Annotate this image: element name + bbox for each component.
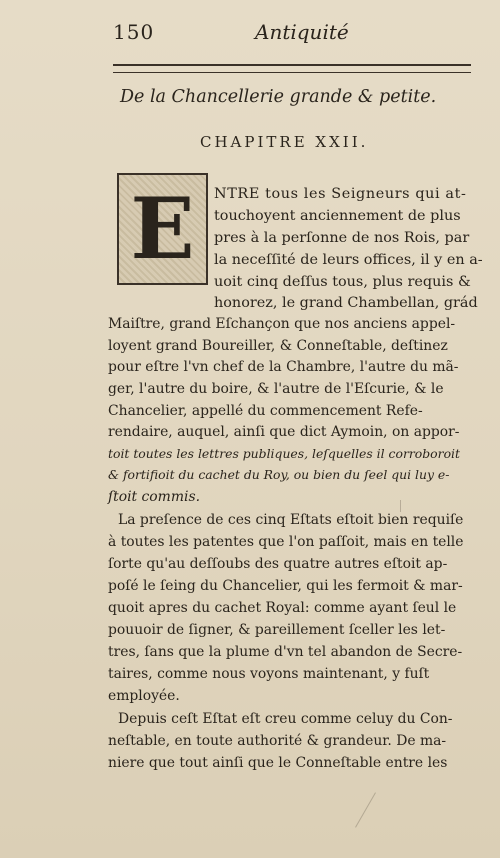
- text-line: pour eſtre l'vn chef de la Chambre, l'autre du mã-: [108, 359, 459, 375]
- text-line: Maiſtre, grand Eſchançon que nos anciens appel-: [108, 316, 456, 332]
- text-line: quoit apres du cachet Royal: comme ayant ſeul le: [108, 600, 457, 616]
- ornamental-initial: [117, 173, 208, 285]
- text-line: La preſence de ces cinq Eſtats eſtoit bien requiſe: [118, 512, 464, 528]
- text-line: tres, ſans que la plume d'vn tel abandon de Secre-: [108, 644, 463, 660]
- running-head: Antiquité: [255, 20, 349, 44]
- chapter-heading: CHAPITRE XXII.: [200, 133, 369, 151]
- header-rule: [113, 64, 471, 73]
- section-title: De la Chancellerie grande & petite.: [120, 87, 437, 107]
- text-line: employée.: [108, 688, 180, 704]
- text-line: honorez, le grand Chambellan, grád: [214, 295, 478, 311]
- text-line: niere que tout ainſi que le Conneſtable entre les: [108, 755, 448, 771]
- text-line: & fortifioit du cachet du Roy, ou bien du ſeel qui luy e-: [108, 467, 450, 482]
- text-line: Depuis ceſt Eſtat eſt creu comme celuy du Con-: [118, 711, 453, 727]
- text-line: ger, l'autre du boire, & l'autre de l'Eſcurie, & le: [108, 381, 444, 397]
- text-line: NTRE tous les Seigneurs qui at-: [214, 186, 467, 202]
- page-number: 150: [113, 20, 155, 44]
- text-line: taires, comme nous voyons maintenant, y fuſt: [108, 666, 430, 682]
- text-line: loyent grand Boureiller, & Conneſtable, deſtinez: [108, 338, 448, 354]
- text-line: toit toutes les lettres publiques, leſquelles il corroboroit: [108, 446, 460, 461]
- text-line: pres à la perſonne de nos Rois, par: [214, 230, 470, 246]
- paper-mark: [400, 500, 401, 512]
- text-line: la neceſſité de leurs offices, il y en a-: [214, 252, 483, 268]
- text-line: à toutes les patentes que l'on paſſoit, mais en telle: [108, 534, 464, 550]
- text-line: rendaire, auquel, ainſi que dict Aymoin, on appor-: [108, 424, 460, 440]
- text-line: Chancelier, appellé du commencement Refe-: [108, 403, 423, 419]
- ornamental-initial-letter: E: [130, 179, 195, 278]
- text-line: neſtable, en toute authorité & grandeur. De ma-: [108, 733, 447, 749]
- text-line: ſtoit commis.: [108, 489, 200, 505]
- text-line: uoit cinq deſſus tous, plus requis &: [214, 274, 471, 290]
- paper-mark: [355, 792, 376, 827]
- text-line: poſé le ſeing du Chancelier, qui les fermoit & mar-: [108, 578, 463, 594]
- text-line: touchoyent anciennement de plus: [214, 208, 461, 224]
- text-line: ſorte qu'au deſſoubs des quatre autres eſtoit ap-: [108, 556, 448, 572]
- text-line: pouuoir de ſigner, & pareillement ſceller les let-: [108, 622, 446, 638]
